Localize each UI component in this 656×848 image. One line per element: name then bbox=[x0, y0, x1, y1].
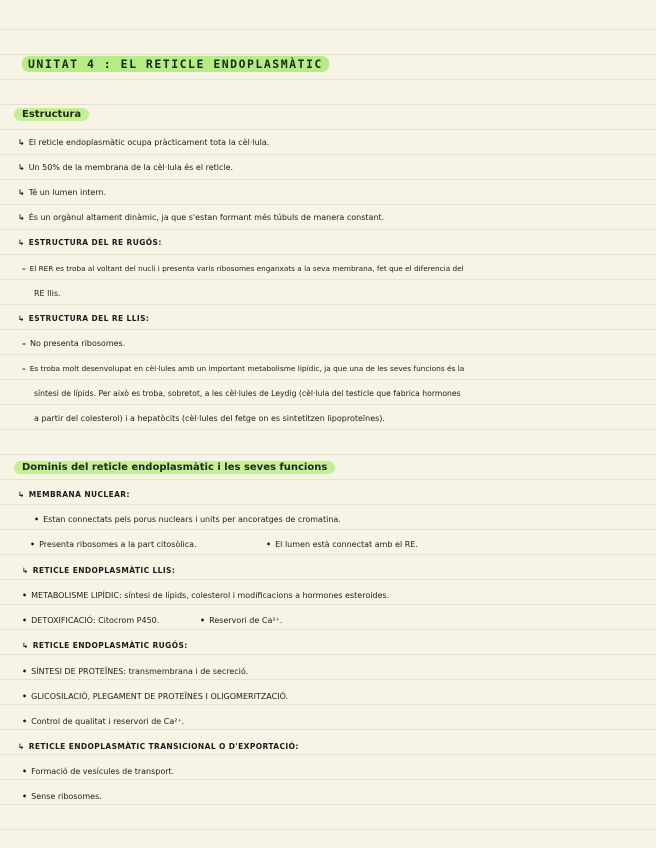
bullet-item bbox=[22, 616, 159, 626]
arrow-marker: ↳ bbox=[22, 641, 29, 650]
bullet-marker: • bbox=[266, 540, 272, 549]
note-text: a partir del colesterol) i a hepatòcits (cèl·lules del fetge on es sintetitzen lipoproteïnes). bbox=[34, 414, 385, 423]
bullet-marker: • bbox=[200, 616, 206, 625]
bullet-item bbox=[266, 540, 418, 550]
dash-marker: – bbox=[22, 339, 26, 348]
arrow-marker: ↳ bbox=[18, 138, 25, 147]
note-line bbox=[34, 389, 461, 399]
note-text: Control de qualitat i reservori de Ca²⁺. bbox=[31, 717, 185, 726]
dash-marker: – bbox=[22, 364, 26, 373]
subsection-rer bbox=[18, 238, 162, 248]
arrow-marker: ↳ bbox=[18, 314, 25, 323]
arrow-marker: ↳ bbox=[22, 566, 29, 575]
note-text: Un 50% de la membrana de la cèl·lula és el reticle. bbox=[28, 163, 234, 172]
note-line bbox=[18, 163, 233, 173]
note-text: El lumen està connectat amb el RE. bbox=[275, 540, 418, 549]
note-text: síntesi de lípids. Per això es troba, sobretot, a les cèl·lules de Leydig (cèl·lula del testicle que fabrica hormones bbox=[34, 389, 461, 398]
note-text: ESTRUCTURA DEL RE LLIS: bbox=[28, 314, 150, 323]
note-text: DETOXIFICACIÓ: Citocrom P450. bbox=[31, 616, 160, 625]
arrow-marker: ↳ bbox=[18, 490, 25, 499]
note-text: RETICLE ENDOPLASMÀTIC LLIS: bbox=[32, 566, 176, 575]
note-text: Estan connectats pels porus nuclears i units per ancoratges de cromatina. bbox=[43, 515, 341, 524]
bullet-item bbox=[22, 767, 174, 777]
dash-marker: – bbox=[22, 264, 26, 273]
arrow-marker: ↳ bbox=[18, 238, 25, 247]
bullet-item bbox=[30, 540, 197, 550]
section-heading-estructura: Estructura bbox=[14, 108, 89, 121]
note-text: No presenta ribosomes. bbox=[30, 339, 126, 348]
note-text: Formació de vesícules de transport. bbox=[31, 767, 175, 776]
bullet-item bbox=[22, 792, 102, 802]
note-line bbox=[22, 339, 125, 349]
note-text: Es troba molt desenvolupat en cèl·lules amb un important metabolisme lipídic, ja que una de les seves funcions és la bbox=[29, 364, 465, 373]
note-text: El reticle endoplasmàtic ocupa pràcticament tota la cèl·lula. bbox=[28, 138, 270, 147]
arrow-marker: ↳ bbox=[18, 163, 25, 172]
bullet-item bbox=[22, 667, 248, 677]
note-line bbox=[18, 188, 106, 198]
note-text: RE llis. bbox=[34, 289, 61, 298]
note-text: Sense ribosomes. bbox=[31, 792, 102, 801]
bullet-marker: • bbox=[22, 692, 28, 701]
page-title: UNITAT 4 : EL RETICLE ENDOPLASMÀTIC bbox=[22, 56, 329, 72]
subsection-rel bbox=[18, 314, 149, 324]
subsection-rel-funcions bbox=[22, 566, 175, 576]
subsection-rer-funcions bbox=[22, 641, 188, 651]
bullet-marker: • bbox=[22, 717, 28, 726]
note-text: És un orgànul altament dinàmic, ja que s'estan formant més túbuls de manera constant. bbox=[28, 213, 385, 222]
bullet-marker: • bbox=[22, 616, 28, 625]
note-text: METABOLISME LIPÍDIC: síntesi de lípids, colesterol i modificacions a hormones esteroides. bbox=[31, 591, 390, 600]
section-heading-dominis: Dominis del reticle endoplasmàtic i les seves funcions bbox=[14, 461, 335, 474]
bullet-marker: • bbox=[22, 667, 28, 676]
subsection-re-transicional bbox=[18, 742, 299, 752]
note-text: El RER es troba al voltant del nucli i presenta varis ribosomes enganxats a la seva membrana, fet que el diferencia del bbox=[29, 264, 464, 273]
note-text: RETICLE ENDOPLASMÀTIC RUGÓS: bbox=[32, 641, 188, 650]
bullet-item bbox=[22, 692, 288, 702]
note-line bbox=[22, 364, 464, 374]
bullet-marker: • bbox=[22, 591, 28, 600]
arrow-marker: ↳ bbox=[18, 213, 25, 222]
bullet-item bbox=[22, 717, 184, 727]
note-text: MEMBRANA NUCLEAR: bbox=[28, 490, 130, 499]
arrow-marker: ↳ bbox=[18, 188, 25, 197]
bullet-item bbox=[34, 515, 341, 525]
note-line bbox=[18, 213, 384, 223]
arrow-marker: ↳ bbox=[18, 742, 25, 751]
bullet-marker: • bbox=[22, 767, 28, 776]
note-text: Té un lumen intern. bbox=[28, 188, 107, 197]
note-text: Presenta ribosomes a la part citosòlica. bbox=[39, 540, 197, 549]
note-text: GLICOSILACIÓ, PLEGAMENT DE PROTEÏNES I OLIGOMERITZACIÓ. bbox=[31, 692, 289, 701]
bullet-item bbox=[22, 591, 389, 601]
bullet-marker: • bbox=[22, 792, 28, 801]
subsection-membrana-nuclear bbox=[18, 490, 130, 500]
note-text: Reservori de Ca²⁺. bbox=[209, 616, 283, 625]
note-line bbox=[18, 138, 269, 148]
note-line bbox=[22, 264, 464, 274]
note-line bbox=[34, 289, 61, 299]
bullet-item bbox=[200, 616, 282, 626]
bullet-marker: • bbox=[34, 515, 40, 524]
note-text: ESTRUCTURA DEL RE RUGÓS: bbox=[28, 238, 162, 247]
note-text: SÍNTESI DE PROTEÏNES: transmembrana i de secreció. bbox=[31, 667, 249, 676]
note-line bbox=[34, 414, 385, 424]
bullet-marker: • bbox=[30, 540, 36, 549]
note-text: RETICLE ENDOPLASMÀTIC TRANSICIONAL O D'EXPORTACIÓ: bbox=[28, 742, 299, 751]
